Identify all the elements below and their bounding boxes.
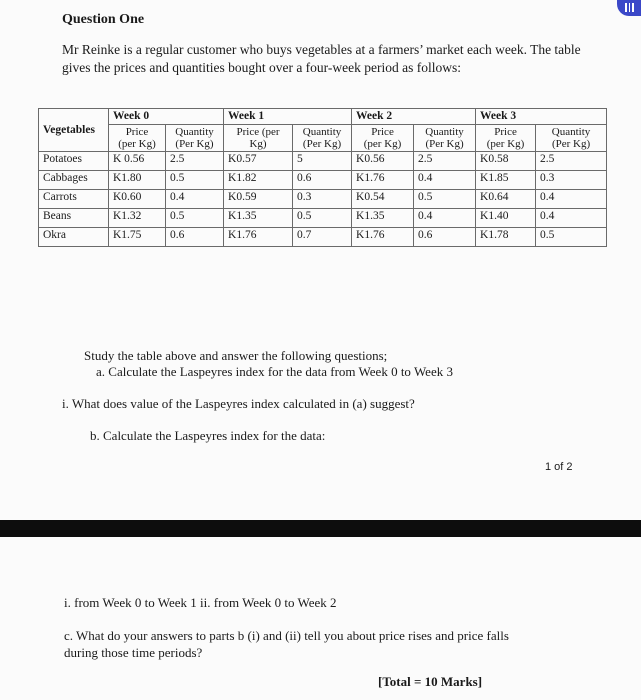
page-number: 1 of 2 [545, 461, 573, 473]
table-cell: 0.6 [414, 228, 476, 247]
table-cell: 2.5 [414, 152, 476, 171]
table-cell: K1.76 [352, 171, 414, 190]
table-cell: 0.5 [166, 209, 224, 228]
column-subheader: Quantity (Per Kg) [166, 125, 224, 152]
column-subheader: Price (per Kg) [224, 125, 293, 152]
table-cell: 0.5 [536, 228, 607, 247]
column-subheader: Price (per Kg) [352, 125, 414, 152]
part-c-question-line2: during those time periods? [64, 645, 203, 660]
table-cell: K1.76 [224, 228, 293, 247]
vegetable-name: Beans [39, 209, 109, 228]
table-cell: K0.58 [476, 152, 536, 171]
table-cell: K1.82 [224, 171, 293, 190]
column-subheader: Quantity (Per Kg) [293, 125, 352, 152]
table-cell: K0.57 [224, 152, 293, 171]
week-2-header: Week 2 [352, 109, 476, 125]
table-cell: 2.5 [166, 152, 224, 171]
table-row [39, 152, 607, 171]
part-b-items: i. from Week 0 to Week 1 ii. from Week 0 to Week 2 [64, 595, 337, 610]
column-subheader: Price (per Kg) [476, 125, 536, 152]
bars-icon [625, 3, 634, 12]
table-cell: 0.3 [536, 171, 607, 190]
table-cell: K1.76 [352, 228, 414, 247]
table-row [39, 228, 607, 247]
vegetables-header: Vegetables [39, 109, 109, 152]
table-cell: 0.7 [293, 228, 352, 247]
table-cell: 2.5 [536, 152, 607, 171]
part-i-question: i. What does value of the Laspeyres index calculated in (a) suggest? [62, 396, 415, 411]
part-c-question-line1: c. What do your answers to parts b (i) and (ii) tell you about price rises and price falls [64, 628, 509, 643]
table-row [39, 190, 607, 209]
table-cell: K0.60 [109, 190, 166, 209]
table-cell: 0.5 [414, 190, 476, 209]
table-cell: 5 [293, 152, 352, 171]
table-cell: K1.40 [476, 209, 536, 228]
vegetable-name: Cabbages [39, 171, 109, 190]
table-cell: K1.85 [476, 171, 536, 190]
page-separator [0, 520, 641, 537]
week-3-header: Week 3 [476, 109, 607, 125]
table-cell: K1.32 [109, 209, 166, 228]
table-cell: 0.4 [166, 190, 224, 209]
total-marks: [Total = 10 Marks] [378, 674, 483, 689]
table-cell: K1.35 [224, 209, 293, 228]
table-cell: K1.80 [109, 171, 166, 190]
column-subheader: Quantity (Per Kg) [536, 125, 607, 152]
table-cell: K 0.56 [109, 152, 166, 171]
table-cell: K1.75 [109, 228, 166, 247]
vegetable-name: Potatoes [39, 152, 109, 171]
study-instruction: Study the table above and answer the following questions; [84, 348, 388, 363]
question-heading: Question One [62, 12, 145, 27]
question-intro: Mr Reinke is a regular customer who buys vegetables at a farmers’ market each week. The table gives the prices and quantities bought over a four-week period as follows: [62, 42, 581, 75]
table-cell: 0.6 [166, 228, 224, 247]
subheader-row [39, 125, 607, 152]
table-cell: 0.5 [166, 171, 224, 190]
table-cell: K0.64 [476, 190, 536, 209]
table-cell: K0.59 [224, 190, 293, 209]
table-cell: 0.6 [293, 171, 352, 190]
table-cell: K0.56 [352, 152, 414, 171]
part-a-question: a. Calculate the Laspeyres index for the data from Week 0 to Week 3 [96, 364, 453, 379]
table-row [39, 209, 607, 228]
table-cell: K0.54 [352, 190, 414, 209]
price-quantity-table [38, 108, 607, 247]
table-cell: 0.5 [293, 209, 352, 228]
part-b-question: b. Calculate the Laspeyres index for the data: [90, 428, 326, 443]
vegetable-name: Carrots [39, 190, 109, 209]
table-cell: 0.4 [536, 209, 607, 228]
table-cell: 0.4 [414, 209, 476, 228]
vegetable-name: Okra [39, 228, 109, 247]
column-subheader: Price (per Kg) [109, 125, 166, 152]
table-cell: K1.78 [476, 228, 536, 247]
week-0-header: Week 0 [109, 109, 224, 125]
table-cell: 0.4 [414, 171, 476, 190]
column-subheader: Quantity (Per Kg) [414, 125, 476, 152]
table-cell: 0.3 [293, 190, 352, 209]
document-page-2 [0, 537, 641, 700]
table-body [39, 152, 607, 247]
table-cell: K1.35 [352, 209, 414, 228]
week-1-header: Week 1 [224, 109, 352, 125]
week-header-row [39, 109, 607, 125]
table-cell: 0.4 [536, 190, 607, 209]
table-row [39, 171, 607, 190]
